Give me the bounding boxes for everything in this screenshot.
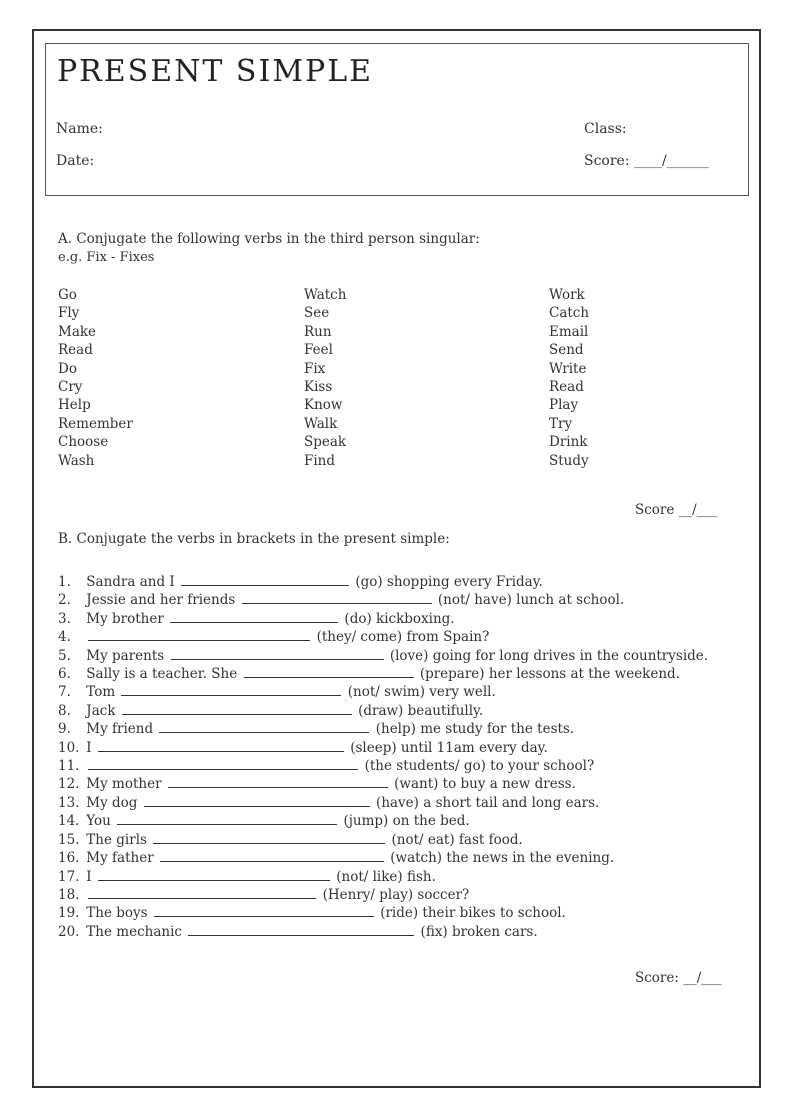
answer-blank[interactable] [122, 702, 352, 715]
verb-item: See [304, 305, 330, 322]
item-number: 9. [58, 721, 71, 738]
answer-blank[interactable] [242, 591, 432, 604]
exercise-item [58, 868, 748, 886]
item-suffix: (Henry/ play) soccer? [322, 886, 470, 903]
item-suffix: (sleep) until 11am every day. [350, 739, 548, 756]
answer-blank[interactable] [88, 757, 358, 770]
answer-blank[interactable] [98, 739, 344, 752]
item-suffix: (the students/ go) to your school? [364, 758, 595, 775]
item-suffix: (jump) on the bed. [343, 813, 470, 830]
section-b-instruction: B. Conjugate the verbs in brackets in the present simple: [58, 531, 450, 547]
exercise-item [58, 849, 748, 867]
answer-blank[interactable] [171, 647, 384, 660]
item-number: 7. [58, 684, 71, 701]
item-number: 3. [58, 610, 71, 627]
verb-item: Watch [304, 287, 347, 303]
answer-blank[interactable] [144, 794, 370, 807]
exercise-item [58, 739, 748, 757]
item-prefix: The mechanic [86, 923, 182, 940]
verb-item: Speak [304, 434, 347, 451]
verb-item: Make [58, 323, 97, 340]
verb-item: Catch [549, 305, 590, 322]
item-suffix: (have) a short tail and long ears. [376, 794, 600, 811]
item-number: 11. [58, 758, 80, 775]
verb-item: Fix [304, 360, 326, 377]
exercise-item [58, 683, 748, 701]
section-b-score: Score: __/___ [635, 970, 722, 986]
score-label: Score: ____/______ [584, 153, 709, 169]
worksheet-page [32, 29, 761, 1088]
name-label: Name: [56, 121, 103, 137]
exercise-item [58, 775, 748, 793]
item-prefix: My father [86, 850, 154, 867]
item-prefix: I [86, 739, 92, 756]
verb-item: Email [549, 323, 589, 340]
exercise-item [58, 831, 748, 849]
answer-blank[interactable] [98, 868, 330, 881]
item-prefix: Jack [86, 702, 116, 719]
item-prefix: I [86, 868, 92, 885]
item-suffix: (ride) their bikes to school. [380, 905, 566, 922]
exercise-item [58, 573, 748, 591]
verb-item: Wash [58, 452, 95, 469]
verb-item: Send [549, 342, 584, 359]
item-number: 19. [58, 905, 80, 922]
section-a-instruction: A. Conjugate the following verbs in the third person singular: [58, 231, 480, 247]
item-number: 20. [58, 923, 80, 940]
item-suffix: (go) shopping every Friday. [355, 574, 543, 590]
item-prefix: The boys [86, 905, 148, 922]
item-number: 8. [58, 702, 71, 719]
verb-item: Play [549, 397, 579, 414]
verb-item: Try [549, 415, 573, 432]
item-number: 13. [58, 794, 80, 811]
verb-item: Fly [58, 305, 80, 322]
item-prefix: The girls [86, 831, 147, 848]
item-number: 12. [58, 776, 80, 793]
item-number: 5. [58, 647, 71, 664]
item-prefix: My dog [86, 794, 138, 811]
answer-blank[interactable] [160, 849, 384, 862]
exercise-item [58, 628, 748, 646]
item-number: 4. [58, 629, 71, 646]
verb-column-2 [304, 286, 346, 470]
exercise-item [58, 757, 748, 775]
verb-item: Run [304, 323, 332, 340]
exercise-item [58, 591, 748, 609]
verb-item: Read [58, 342, 93, 359]
verb-item: Kiss [304, 379, 333, 396]
page-title: PRESENT SIMPLE [57, 54, 374, 89]
item-suffix: (help) me study for the tests. [375, 721, 575, 738]
answer-blank[interactable] [88, 628, 310, 641]
exercise-item [58, 794, 748, 812]
class-label: Class: [584, 121, 627, 137]
verb-column-1 [58, 286, 133, 470]
verb-item: Feel [304, 342, 333, 359]
verb-item: Remember [58, 415, 133, 432]
item-prefix: My mother [86, 776, 162, 793]
item-suffix: (prepare) her lessons at the weekend. [419, 666, 680, 683]
item-prefix: My brother [86, 610, 164, 627]
item-suffix: (not/ have) lunch at school. [437, 592, 625, 609]
verb-item: Drink [549, 434, 588, 451]
exercise-item [58, 720, 748, 738]
exercise-item [58, 923, 748, 941]
item-prefix: My parents [86, 647, 165, 664]
exercise-item [58, 610, 748, 628]
header-box [45, 43, 749, 196]
verb-item: Work [549, 287, 585, 303]
verb-item: Study [549, 452, 589, 469]
item-number: 6. [58, 666, 71, 683]
item-suffix: (love) going for long drives in the countryside. [389, 647, 709, 664]
item-prefix: Sally is a teacher. She [86, 666, 238, 683]
item-number: 1. [58, 574, 71, 590]
answer-blank[interactable] [153, 831, 385, 844]
answer-blank[interactable] [244, 665, 414, 678]
answer-blank[interactable] [159, 720, 369, 733]
item-suffix: (draw) beautifully. [358, 702, 484, 719]
item-number: 15. [58, 831, 80, 848]
answer-blank[interactable] [117, 812, 337, 825]
section-a-example: e.g. Fix - Fixes [58, 250, 155, 265]
item-suffix: (fix) broken cars. [420, 923, 538, 940]
item-number: 17. [58, 868, 80, 885]
item-prefix: Jessie and her friends [86, 592, 236, 609]
verb-item: Go [58, 287, 77, 303]
answer-blank[interactable] [88, 886, 316, 899]
item-suffix: (not/ like) fish. [336, 868, 436, 885]
answer-blank[interactable] [181, 573, 349, 586]
verb-item: Write [549, 360, 587, 377]
item-prefix: Tom [86, 684, 116, 701]
item-prefix: You [86, 813, 111, 830]
answer-blank[interactable] [170, 610, 338, 623]
item-number: 16. [58, 850, 80, 867]
item-number: 10. [58, 739, 80, 756]
item-number: 2. [58, 592, 71, 609]
item-prefix: My friend [86, 721, 154, 738]
item-suffix: (want) to buy a new dress. [394, 776, 576, 793]
verb-item: Read [549, 379, 584, 396]
exercise-item [58, 647, 748, 665]
exercise-item [58, 904, 748, 922]
exercise-item [58, 702, 748, 720]
item-suffix: (not/ swim) very well. [347, 684, 496, 701]
date-label: Date: [56, 153, 95, 169]
section-a-score: Score __/___ [635, 502, 717, 518]
answer-blank[interactable] [168, 775, 388, 788]
answer-blank[interactable] [188, 923, 414, 936]
verb-item: Walk [304, 415, 338, 432]
answer-blank[interactable] [154, 904, 374, 917]
exercise-item [58, 665, 748, 683]
item-suffix: (they/ come) from Spain? [316, 629, 490, 646]
item-number: 14. [58, 813, 80, 830]
exercise-item [58, 886, 748, 904]
verb-column-3 [549, 286, 589, 470]
verb-item: Do [58, 360, 77, 377]
item-suffix: (not/ eat) fast food. [391, 831, 523, 848]
verb-item: Know [304, 397, 343, 414]
item-suffix: (do) kickboxing. [344, 610, 455, 627]
item-suffix: (watch) the news in the evening. [390, 850, 615, 867]
answer-blank[interactable] [121, 683, 341, 696]
item-number: 18. [58, 886, 80, 903]
exercise-list [58, 573, 748, 941]
verb-item: Find [304, 452, 336, 469]
verb-item: Cry [58, 379, 83, 396]
exercise-item [58, 812, 748, 830]
verb-item: Choose [58, 434, 109, 451]
verb-item: Help [58, 397, 91, 414]
item-prefix: Sandra and I [86, 574, 175, 590]
